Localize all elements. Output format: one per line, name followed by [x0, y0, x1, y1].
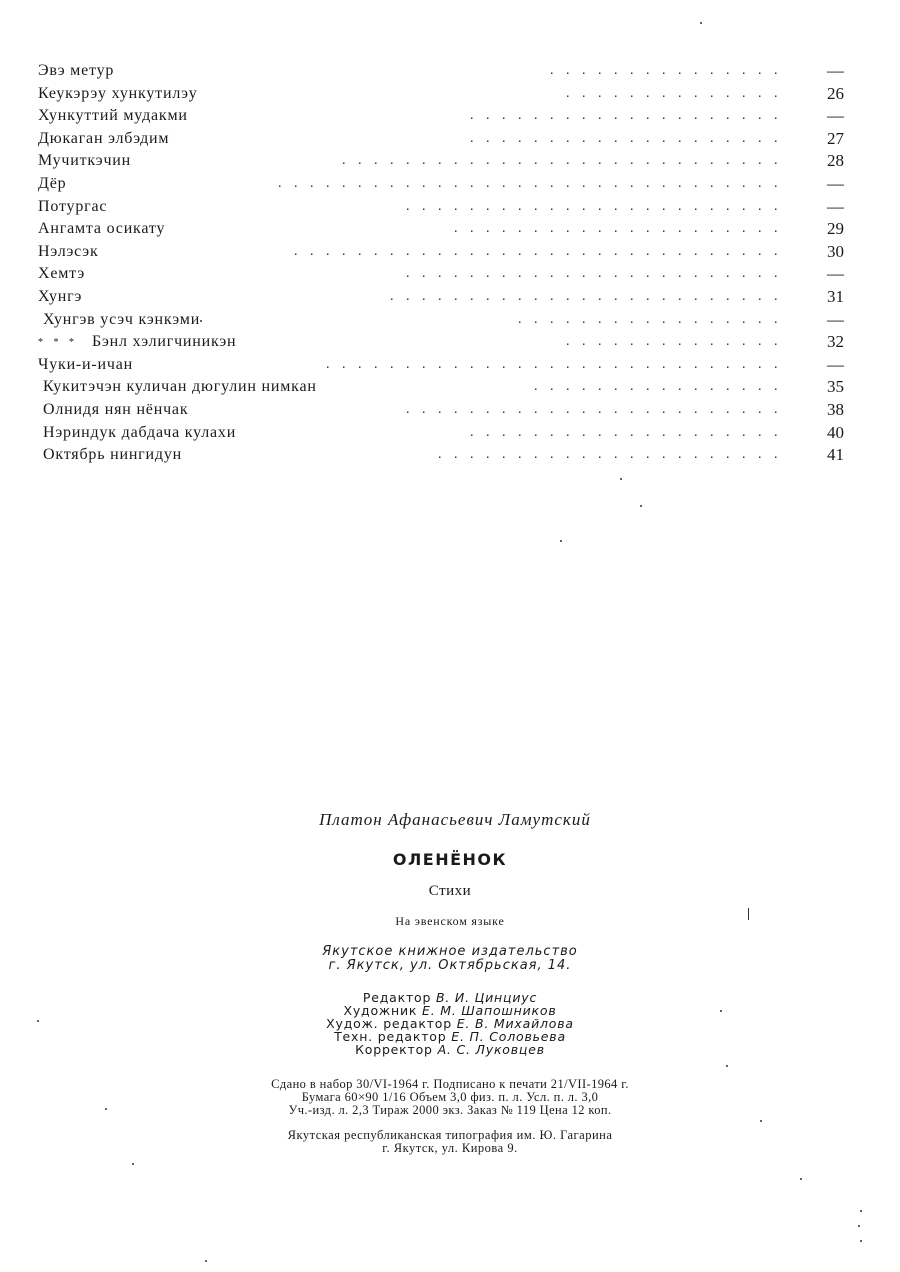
toc-entry — [38, 422, 848, 445]
toc-page-number: — — [827, 173, 844, 193]
toc-entry — [38, 150, 848, 173]
toc-page-number: — — [827, 106, 844, 126]
toc-entry — [38, 218, 848, 241]
dot-leader: ..................... — [454, 221, 790, 237]
staff-name: В. И. Цинциус — [436, 990, 538, 1005]
printer-address: г. Якутск, ул. Кирова 9. — [382, 1141, 518, 1155]
toc-title — [43, 376, 323, 399]
scan-speck — [858, 1225, 860, 1227]
toc-entry — [38, 241, 848, 264]
toc-entry — [38, 286, 848, 309]
toc-page-number: 27 — [827, 128, 844, 148]
dot-leader: ................ — [534, 379, 790, 395]
toc-title — [38, 218, 171, 241]
toc-page-number: 30 — [827, 241, 844, 261]
print-details — [0, 1078, 900, 1117]
toc-title-text: Хункуттий мудакми — [38, 107, 188, 125]
staff-role: Художник — [343, 1003, 418, 1018]
printer-info — [0, 1129, 900, 1155]
toc-title — [38, 150, 137, 173]
scan-speck — [760, 1120, 762, 1122]
book-title: ОЛЕНЁНОК — [392, 850, 508, 869]
staff-role: Худож. редактор — [326, 1016, 452, 1031]
toc-entry — [38, 196, 848, 219]
toc-entry — [38, 354, 848, 377]
toc-entry — [38, 376, 848, 399]
toc-title-text: Дюкаган элбэдим — [38, 129, 170, 147]
dot-leader: .............. — [566, 334, 790, 350]
language-note: На эвенском языке — [395, 914, 505, 928]
toc-title-text: Эвэ метур — [38, 62, 115, 79]
scan-speck — [860, 1240, 862, 1242]
scan-speck — [105, 1108, 107, 1110]
toc-title-text: Олнидя нян нёнчак — [43, 400, 189, 418]
toc-title — [38, 354, 139, 377]
toc-title-text: Бэнл хэлигчиникэн — [92, 333, 237, 351]
toc-page-number: 35 — [827, 377, 844, 397]
toc-title — [38, 241, 105, 264]
toc-entry — [38, 331, 848, 354]
dot-leader: ............................... — [294, 243, 790, 259]
publisher-name: Якутское книжное издательство — [322, 944, 578, 959]
dot-leader: .................... — [470, 108, 790, 124]
dot-leader: ............... — [550, 63, 790, 78]
dot-leader: .................... — [470, 130, 790, 146]
dot-leader: .................... — [470, 424, 790, 440]
toc-title — [43, 399, 194, 422]
toc-page-number: — — [827, 264, 844, 284]
author-name: Платон Афанасьевич Ламутский — [319, 810, 591, 829]
staff-line — [0, 1043, 900, 1056]
toc-page-number: 40 — [827, 422, 844, 442]
scan-speck — [640, 505, 642, 507]
dot-leader: ................. — [518, 311, 790, 327]
toc-title — [38, 196, 113, 219]
toc-title-text: Потургас — [38, 197, 108, 215]
toc-title-text: Мучиткэчин — [38, 152, 132, 170]
scan-speck — [800, 1178, 802, 1180]
toc-entry — [38, 309, 848, 332]
toc-title — [38, 286, 88, 309]
toc-page-number: 32 — [827, 332, 844, 352]
scan-speck — [132, 1163, 134, 1165]
colophon — [0, 810, 900, 1155]
toc-title-text: Кукитэчэн куличан дюгулин нимкан — [43, 378, 317, 396]
dot-leader: ............................. — [326, 356, 790, 372]
toc-title-text: Хемтэ — [38, 265, 86, 283]
toc-entry — [38, 173, 848, 196]
scan-mark — [748, 908, 749, 920]
toc-entry — [38, 60, 848, 83]
toc-title — [38, 60, 120, 83]
toc-title — [43, 309, 206, 332]
toc-page-number: 28 — [827, 151, 844, 171]
staff-role: Редактор — [362, 990, 432, 1005]
toc-title — [38, 128, 175, 151]
toc-entry — [38, 444, 848, 467]
toc-title — [38, 83, 204, 106]
toc-title — [43, 444, 188, 467]
scan-speck — [205, 1260, 207, 1262]
staff-credits — [0, 991, 900, 1056]
print-line: Уч.-изд. л. 2,3 Тираж 2000 экз. Заказ № 119 Цена 12 коп. — [288, 1103, 612, 1117]
toc-entry — [38, 105, 848, 128]
dot-leader: ............................ — [342, 153, 790, 169]
staff-name: Е. П. Соловьева — [451, 1029, 566, 1044]
toc-page-number: — — [827, 196, 844, 216]
staff-name: Е. М. Шапошников — [422, 1003, 557, 1018]
staff-role: Корректор — [355, 1042, 433, 1057]
toc-title-text: Ангамта осикату — [38, 220, 166, 238]
dot-leader: ........................ — [406, 266, 790, 282]
toc-title — [38, 331, 242, 355]
scan-speck — [560, 540, 562, 542]
dot-leader: ................................ — [278, 175, 790, 191]
staff-role: Техн. редактор — [334, 1029, 447, 1044]
toc-title-text: Нэлэсэк — [38, 242, 99, 260]
scan-speck — [700, 22, 702, 24]
dot-leader: ........................ — [406, 401, 790, 417]
toc-page-number: 26 — [827, 83, 844, 103]
toc-entry — [38, 263, 848, 286]
toc-title-text: Нэриндук дабдача кулахи — [43, 423, 237, 441]
toc-page-number: 38 — [827, 399, 844, 419]
staff-name: А. С. Луковцев — [437, 1042, 545, 1057]
print-line: Бумага 60×90 1/16 Объем 3,0 физ. п. л. Усл. п. л. 3,0 — [301, 1090, 599, 1104]
toc-title-text: Чуки-и-ичан — [38, 355, 134, 373]
toc-entry — [38, 128, 848, 151]
toc-title-text: Октябрь нингидун — [43, 446, 183, 464]
scan-speck — [860, 1210, 862, 1212]
print-line: Сдано в набор 30/VI-1964 г. Подписано к печати 21/VII-1964 г. — [271, 1077, 629, 1091]
table-of-contents — [38, 60, 848, 467]
scan-speck — [726, 1065, 728, 1067]
scan-speck — [37, 1020, 39, 1022]
toc-page-number: — — [827, 354, 844, 374]
toc-title — [38, 173, 72, 196]
toc-page-number: — — [827, 61, 844, 80]
toc-title-text: Хунгэв усэч кэнкэми — [43, 310, 201, 328]
toc-entry — [38, 399, 848, 422]
scan-speck — [620, 478, 622, 480]
publisher-address: г. Якутск, ул. Октябрьская, 14. — [328, 958, 572, 973]
asterism: * * * — [38, 337, 78, 349]
toc-page-number: 31 — [827, 286, 844, 306]
toc-title — [38, 105, 194, 128]
toc-page-number: — — [827, 309, 844, 329]
genre: Стихи — [428, 883, 472, 899]
toc-entry — [38, 83, 848, 106]
dot-leader: .............. — [566, 85, 790, 101]
toc-page-number: 29 — [827, 219, 844, 239]
toc-title — [38, 263, 91, 286]
scan-speck — [720, 1010, 722, 1012]
scan-speck — [200, 320, 202, 322]
dot-leader: ........................ — [406, 198, 790, 214]
toc-title-text: Хунгэ — [38, 287, 83, 305]
publisher — [0, 945, 900, 973]
printer-name: Якутская республиканская типография им. Ю. Гагарина — [287, 1128, 613, 1142]
toc-title-text: Дёр — [38, 174, 67, 192]
staff-name: Е. В. Михайлова — [456, 1016, 574, 1031]
toc-title — [43, 422, 242, 445]
dot-leader: ......................... — [390, 288, 790, 304]
toc-page-number: 41 — [827, 445, 844, 465]
dot-leader: ...................... — [438, 447, 790, 463]
toc-title-text: Кеукэрэу хункутилэу — [38, 84, 198, 102]
